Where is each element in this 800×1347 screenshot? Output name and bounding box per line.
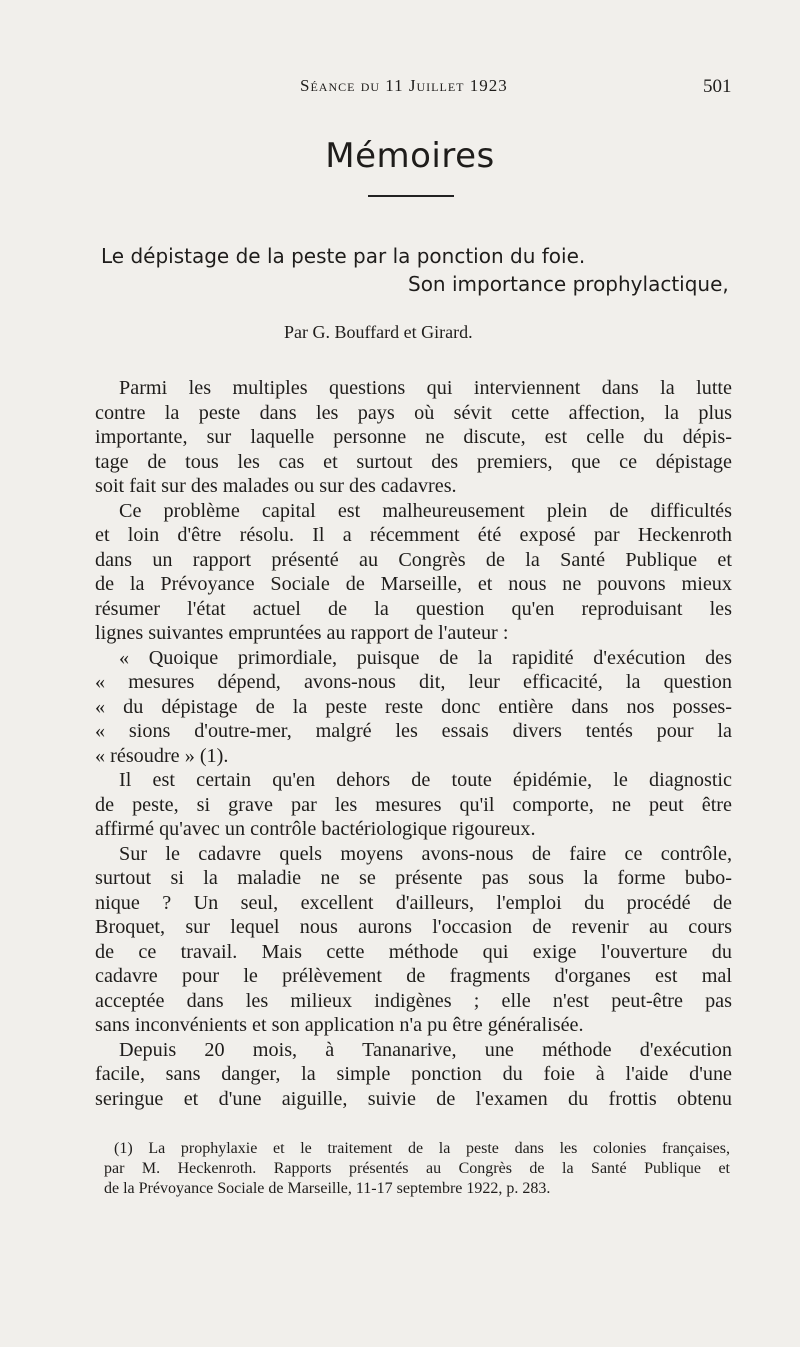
article-body <box>95 376 732 1111</box>
body-line: nique ? Un seul, excellent d'ailleurs, l'emploi du procédé de <box>95 891 732 914</box>
footnote-line: (1) La prophylaxie et le traitement de la peste dans les colonies françaises, <box>114 1140 730 1157</box>
page-number: 501 <box>703 76 732 97</box>
body-line: Depuis 20 mois, à Tananarive, une méthode d'exécution <box>119 1038 732 1061</box>
body-line: résumer l'état actuel de la question qu'en reproduisant les <box>95 597 732 620</box>
body-line: et loin d'être résolu. Il a récemment été exposé par Heckenroth <box>95 524 732 546</box>
body-line: affirmé qu'avec un contrôle bactériologique rigoureux. <box>95 818 536 840</box>
body-line: lignes suivantes empruntées au rapport de l'auteur : <box>95 622 509 644</box>
section-title: Mémoires <box>325 136 495 176</box>
article-title-line-2: Son importance prophylactique, <box>408 272 729 296</box>
body-line: de ce travail. Mais cette méthode qui exige l'ouverture du <box>95 940 732 963</box>
body-line: seringue et d'une aiguille, suivie de l'examen du frottis obtenu <box>95 1087 732 1110</box>
running-head: Séance du 11 Juillet 1923 <box>300 76 508 95</box>
body-line: Ce problème capital est malheureusement plein de difficultés <box>119 499 732 522</box>
body-line: « sions d'outre-mer, malgré les essais divers tentés pour la <box>95 720 732 742</box>
body-line: de peste, si grave par les mesures qu'il comporte, ne peut être <box>95 793 732 816</box>
body-line: cadavre pour le prélèvement de fragments d'organes est mal <box>95 965 732 987</box>
body-line: « du dépistage de la peste reste donc entière dans nos posses- <box>95 695 732 718</box>
footnote-line: par M. Heckenroth. Rapports présentés au Congrès de la Santé Publique et <box>104 1160 730 1177</box>
body-line: dans un rapport présenté au Congrès de la Santé Publique et <box>95 548 732 571</box>
body-line: Il est certain qu'en dehors de toute épidémie, le diagnostic <box>119 769 732 791</box>
body-line: contre la peste dans les pays où sévit cette affection, la plus <box>95 401 732 424</box>
body-line: sans inconvénients et son application n'a pu être généralisée. <box>95 1014 584 1036</box>
body-line: soit fait sur des malades ou sur des cadavres. <box>95 475 457 497</box>
article-byline: Par G. Bouffard et Girard. <box>284 322 473 342</box>
title-rule <box>368 195 454 197</box>
body-line: importante, sur laquelle personne ne discute, est celle du dépis- <box>95 426 732 448</box>
body-line: « Quoique primordiale, puisque de la rapidité d'exécution des <box>119 646 732 669</box>
body-line: facile, sans danger, la simple ponction du foie à l'aide d'une <box>95 1063 732 1085</box>
body-line: de la Prévoyance Sociale de Marseille, et nous ne pouvons mieux <box>95 573 732 595</box>
body-line: Broquet, sur lequel nous aurons l'occasion de revenir au cours <box>95 916 732 938</box>
footnotes <box>104 1139 730 1199</box>
body-line: acceptée dans les milieux indigènes ; elle n'est peut-être pas <box>95 989 732 1012</box>
body-line: Parmi les multiples questions qui interviennent dans la lutte <box>119 377 732 399</box>
body-line: « mesures dépend, avons-nous dit, leur efficacité, la question <box>95 671 732 693</box>
article-title-line-1: Le dépistage de la peste par la ponction du foie. <box>101 244 586 268</box>
body-line: Sur le cadavre quels moyens avons-nous de faire ce contrôle, <box>119 842 732 865</box>
body-line: surtout si la maladie ne se présente pas sous la forme bubo- <box>95 867 732 889</box>
body-line: tage de tous les cas et surtout des premiers, que ce dépistage <box>95 450 732 473</box>
footnote-line: de la Prévoyance Sociale de Marseille, 11-17 septembre 1922, p. 283. <box>104 1180 551 1197</box>
body-line: « résoudre » (1). <box>95 744 229 767</box>
